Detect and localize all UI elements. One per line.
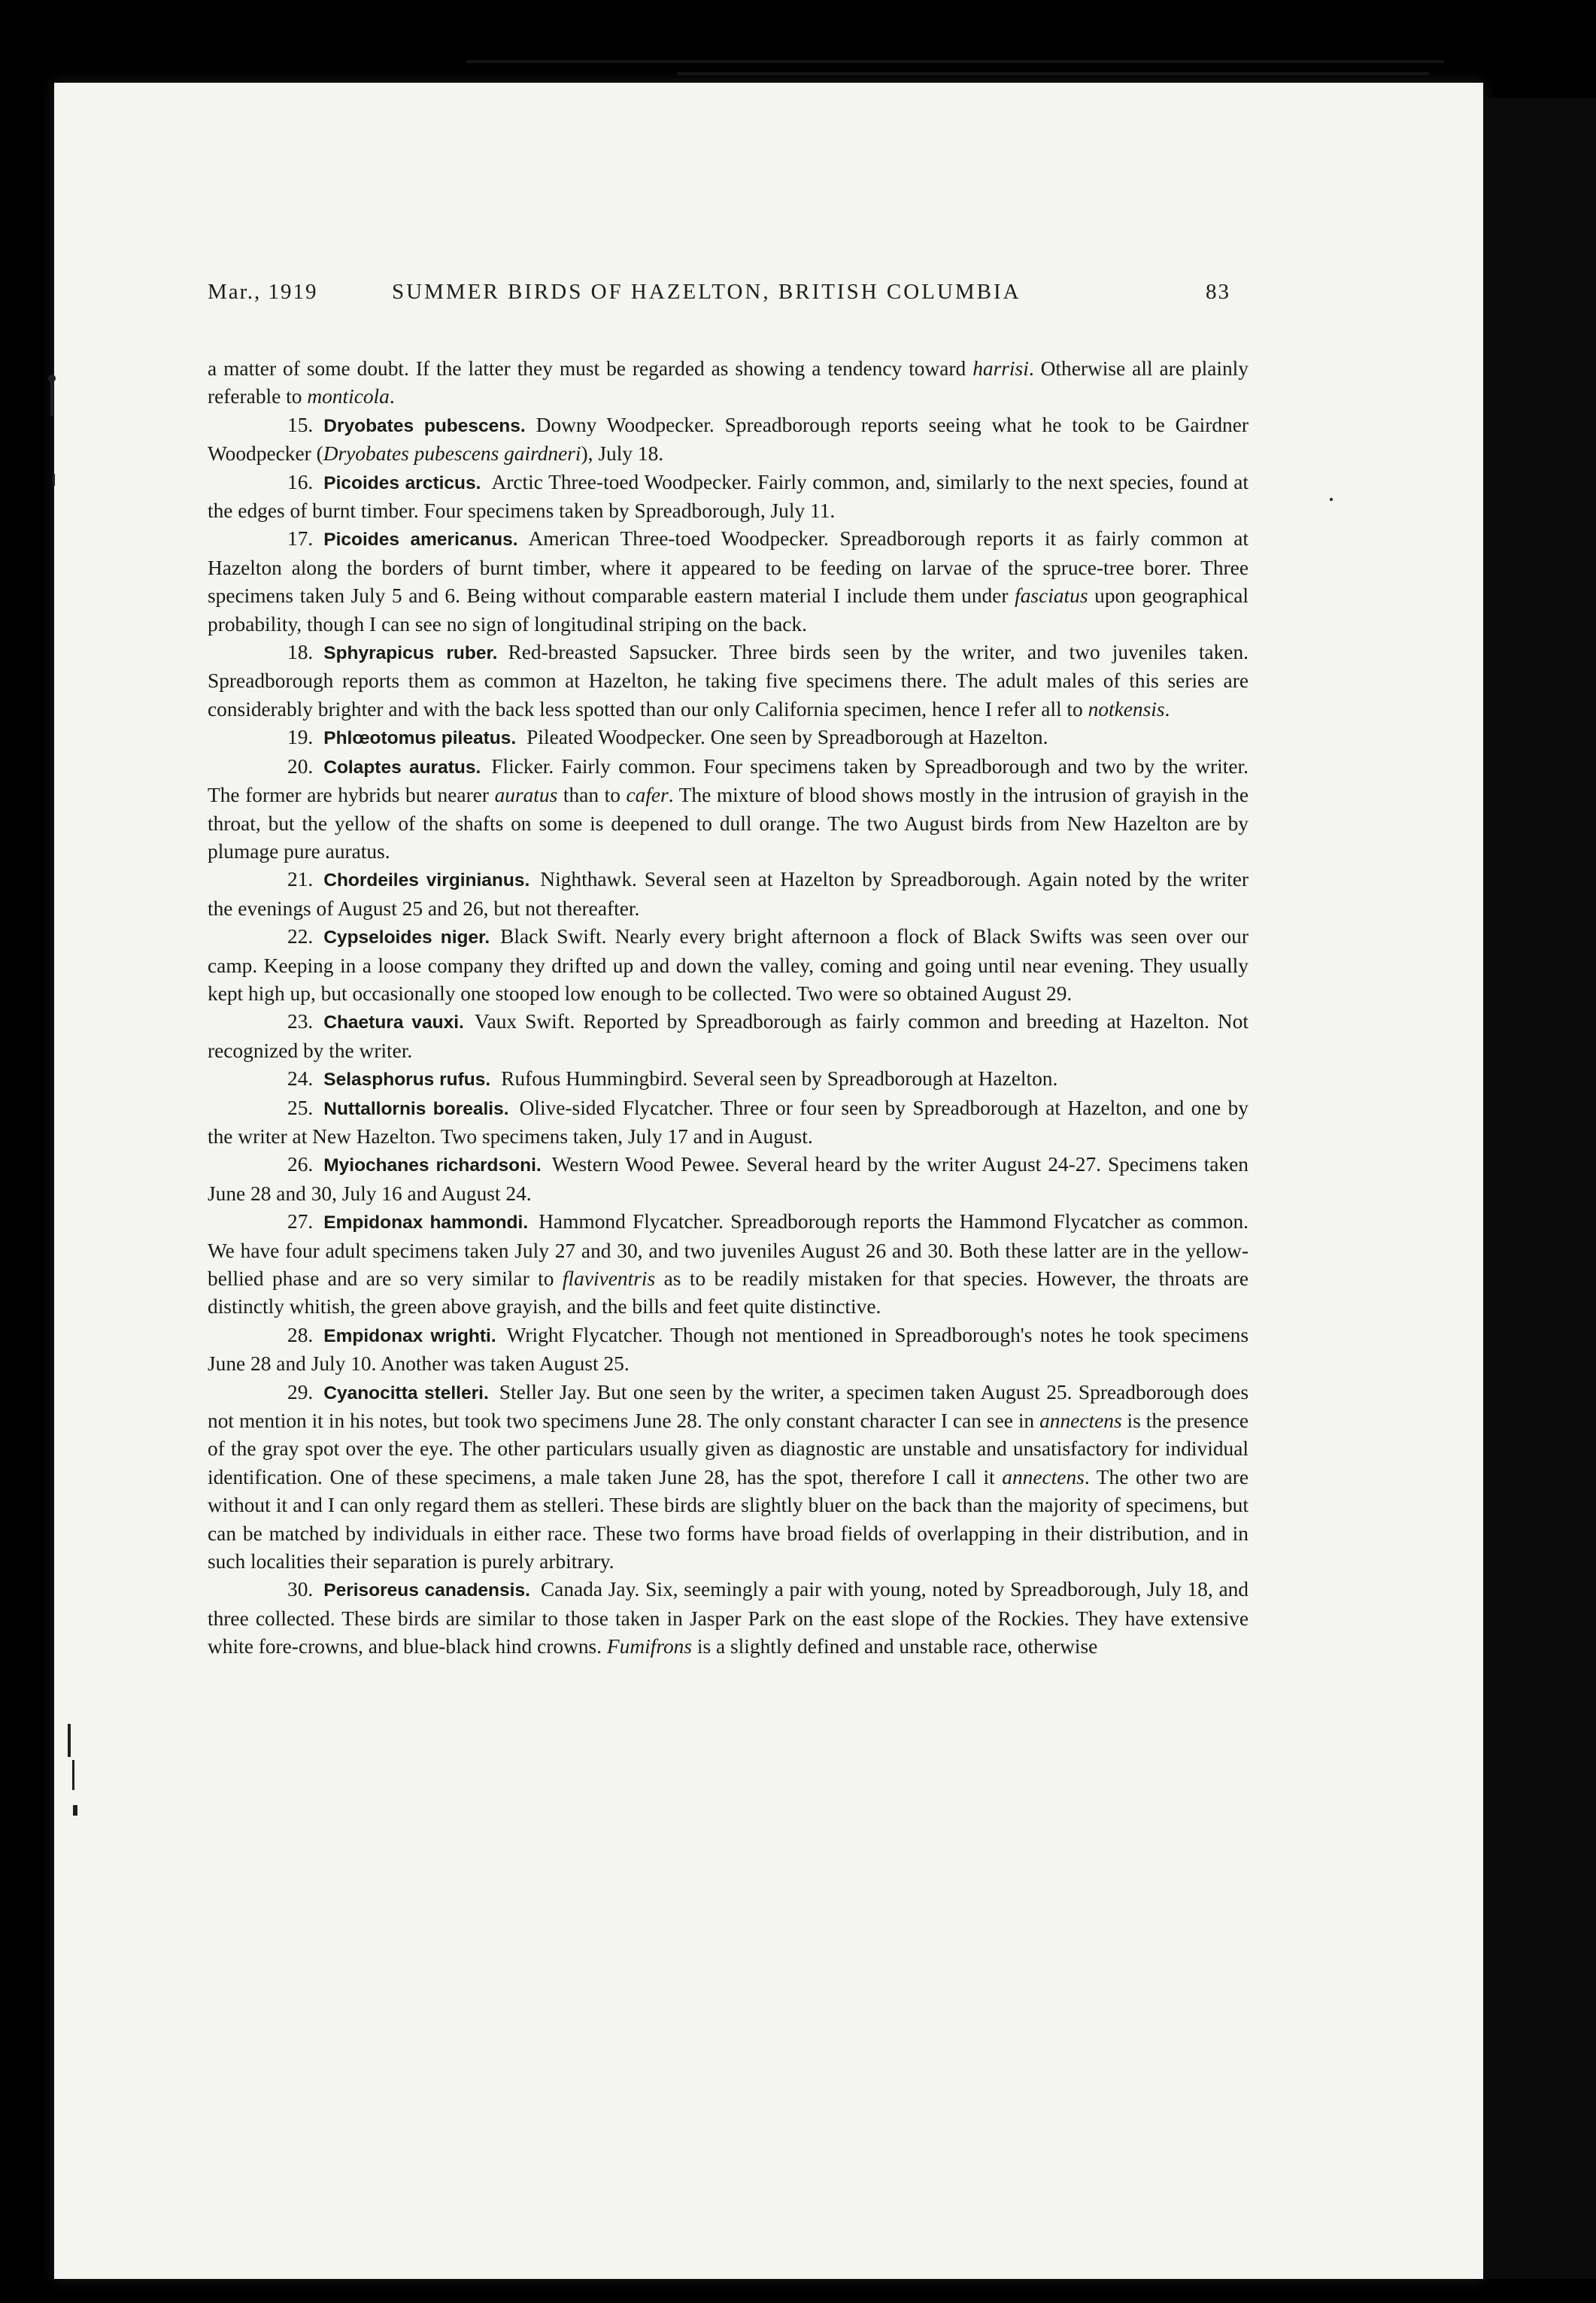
page-bleed-line xyxy=(466,60,1444,63)
margin-mark xyxy=(72,1760,74,1790)
page-bleed-line xyxy=(677,72,1429,75)
species-entry: 20. Colaptes auratus. Flicker. Fairly common. Four specimens taken by Spreadborough and two by the writer. The former are hybrids but nearer auratus than to cafer. The mixture of blood shows mostly in the intrusion of grayish in the throat, but the yellow of the shafts on some is deepened to dull orange. The two August birds from New Hazelton are by plumage pure auratus. xyxy=(208,754,1249,863)
species-entry: 30. Perisoreus canadensis. Canada Jay. Six, seemingly a pair with young, noted by Spreadborough, July 18, and three collected. These birds are similar to those taken in Jasper Park on the east slope of the Rockies. They have extensive white fore-crowns, and blue-black hind crowns. Fumifrons is a slightly defined and unstable race, otherwise xyxy=(208,1578,1249,1658)
entry-number: 22. xyxy=(287,925,314,948)
species-entry: 21. Chordeiles virginianus. Nighthawk. Several seen at Hazelton by Spreadborough. Again noted by the writer the evenings of August 25 and 26, but not thereafter. xyxy=(208,868,1249,920)
article-body xyxy=(208,355,1249,1661)
species-name: Phlœotomus pileatus. xyxy=(323,728,517,749)
entry-number: 19. xyxy=(287,726,314,749)
entry-number: 16. xyxy=(287,470,314,493)
running-header xyxy=(208,280,1230,317)
margin-mark xyxy=(48,375,56,382)
margin-mark xyxy=(50,380,53,416)
paragraph: a matter of some doubt. If the latter they must be regarded as showing a tendency toward harrisi. Otherwise all are plainly referable to monticola. xyxy=(208,357,1249,408)
margin-mark xyxy=(53,474,55,486)
species-entry: 29. Cyanocitta stelleri. Steller Jay. But one seen by the writer, a specimen taken August 25. Spreadborough does not mention it in his notes, but took two specimens June 28. The only constant character I can see in annectens is the presence of the gray spot over the eye. The other particulars usually given as diagnostic are unstable and unsatisfactory for individual identification. One of these specimens, a male taken June 28, has the spot, therefore I call it annectens. The other two are without it and I can only regard them as stelleri. These birds are slightly bluer on the back than the majority of specimens, but can be matched by individuals in either race. These two forms have broad fields of overlapping in their distribution, and in such localities their separation is purely arbitrary. xyxy=(208,1380,1249,1573)
species-entry: 28. Empidonax wrighti. Wright Flycatcher. Though not mentioned in Spreadborough's notes he took specimens June 28 and July 10. Another was taken August 25. xyxy=(208,1323,1249,1376)
species-entry: 16. Picoides arcticus. Arctic Three-toed Woodpecker. Fairly common, and, similarly to the next species, found at the edges of burnt timber. Four specimens taken by Spreadborough, July 11. xyxy=(208,470,1249,523)
page-number: 83 xyxy=(1206,280,1230,304)
species-entry: 19. Phlœotomus pileatus. Pileated Woodpecker. One seen by Spreadborough at Hazelton. xyxy=(287,726,1048,749)
species-entry: 24. Selasphorus rufus. Rufous Hummingbird. Several seen by Spreadborough at Hazelton. xyxy=(287,1067,1058,1091)
species-entry: 15. Dryobates pubescens. Downy Woodpecker. Spreadborough reports seeing what he took to be Gairdner Woodpecker (Dryobates pubescens gairdneri), July 18. xyxy=(208,413,1249,466)
species-name: Picoides americanus. xyxy=(323,529,518,551)
species-name: Perisoreus canadensis. xyxy=(323,1580,530,1601)
entry-number: 15. xyxy=(287,413,314,436)
species-name: Dryobates pubescens. xyxy=(323,415,526,436)
species-entry: 22. Cypseloides niger. Black Swift. Nearly every bright afternoon a flock of Black Swifts was seen over our camp. Keeping in a loose company they drifted up and down the valley, coming and going until near evening. They usually kept high up, but occasionally one stooped low enough to be collected. Two were so obtained August 29. xyxy=(208,925,1249,1005)
entry-number: 30. xyxy=(287,1578,314,1601)
header-date: Mar., 1919 xyxy=(208,280,318,304)
margin-mark xyxy=(68,1724,71,1757)
species-name: Sphyrapicus ruber. xyxy=(323,643,498,664)
species-entry: 23. Chaetura vauxi. Vaux Swift. Reported by Spreadborough as fairly common and breeding at Hazelton. Not recognized by the writer. xyxy=(208,1010,1249,1062)
species-entry: 25. Nuttallornis borealis. Olive-sided Flycatcher. Three or four seen by Spreadborough at Hazelton, and one by the writer at New Hazelton. Two specimens taken, July 17 and in August. xyxy=(208,1096,1249,1148)
entry-number: 29. xyxy=(287,1380,314,1403)
species-entry: 18. Sphyrapicus ruber. Red-breasted Sapsucker. Three birds seen by the writer, and two juveniles taken. Spreadborough reports them as common at Hazelton, he taking five specimens there. The adult males of this series are considerably brighter and with the back less spotted than our only California specimen, hence I refer all to notkensis. xyxy=(208,641,1249,721)
species-entry: 27. Empidonax hammondi. Hammond Flycatcher. Spreadborough reports the Hammond Flycatcher as common. We have four adult specimens taken July 27 and 30, and two juveniles August 26 and 30. Both these latter are in the yellow-bellied phase and are so very similar to flaviventris as to be readily mistaken for that species. However, the throats are distinctly whitish, the green above grayish, and the bills and feet quite distinctive. xyxy=(208,1210,1249,1318)
species-name: Chaetura vauxi. xyxy=(323,1012,464,1033)
species-entry: 17. Picoides americanus. American Three-toed Woodpecker. Spreadborough reports it as fairly common at Hazelton along the borders of burnt timber, where it appeared to be feeding on larvae of the spruce-tree borer. Three specimens taken July 5 and 6. Being without comparable eastern material I include them under fasciatus upon geographical probability, though I can see no sign of longitudinal striping on the back. xyxy=(208,527,1249,636)
margin-mark xyxy=(1330,498,1333,501)
entry-number: 21. xyxy=(287,868,314,891)
species-name: Empidonax wrighti. xyxy=(323,1325,496,1346)
entry-number: 25. xyxy=(287,1096,314,1119)
species-entry: 26. Myiochanes richardsoni. Western Wood Pewee. Several heard by the writer August 24-27. Specimens taken June 28 and 30, July 16 and August 24. xyxy=(208,1153,1249,1205)
entry-number: 27. xyxy=(287,1210,314,1233)
entry-number: 28. xyxy=(287,1323,314,1346)
species-name: Cypseloides niger. xyxy=(323,927,490,948)
species-name: Selasphorus rufus. xyxy=(323,1070,491,1091)
species-name: Nuttallornis borealis. xyxy=(323,1098,509,1119)
entry-number: 24. xyxy=(287,1067,314,1091)
header-title: SUMMER BIRDS OF HAZELTON, BRITISH COLUMBIA xyxy=(392,280,1021,304)
species-name: Chordeiles virginianus. xyxy=(323,870,530,891)
entry-number: 20. xyxy=(287,754,314,778)
species-name: Picoides arcticus. xyxy=(323,472,481,493)
species-name: Colaptes auratus. xyxy=(323,757,481,778)
entry-number: 26. xyxy=(287,1153,314,1176)
entry-number: 23. xyxy=(287,1010,314,1033)
entry-number: 18. xyxy=(287,641,314,664)
margin-mark xyxy=(73,1805,77,1816)
species-name: Empidonax hammondi. xyxy=(323,1212,529,1233)
species-name: Cyanocitta stelleri. xyxy=(323,1382,489,1403)
scan-margin-strip xyxy=(1483,98,1596,2279)
species-name: Myiochanes richardsoni. xyxy=(323,1155,542,1176)
entry-number: 17. xyxy=(287,527,314,551)
